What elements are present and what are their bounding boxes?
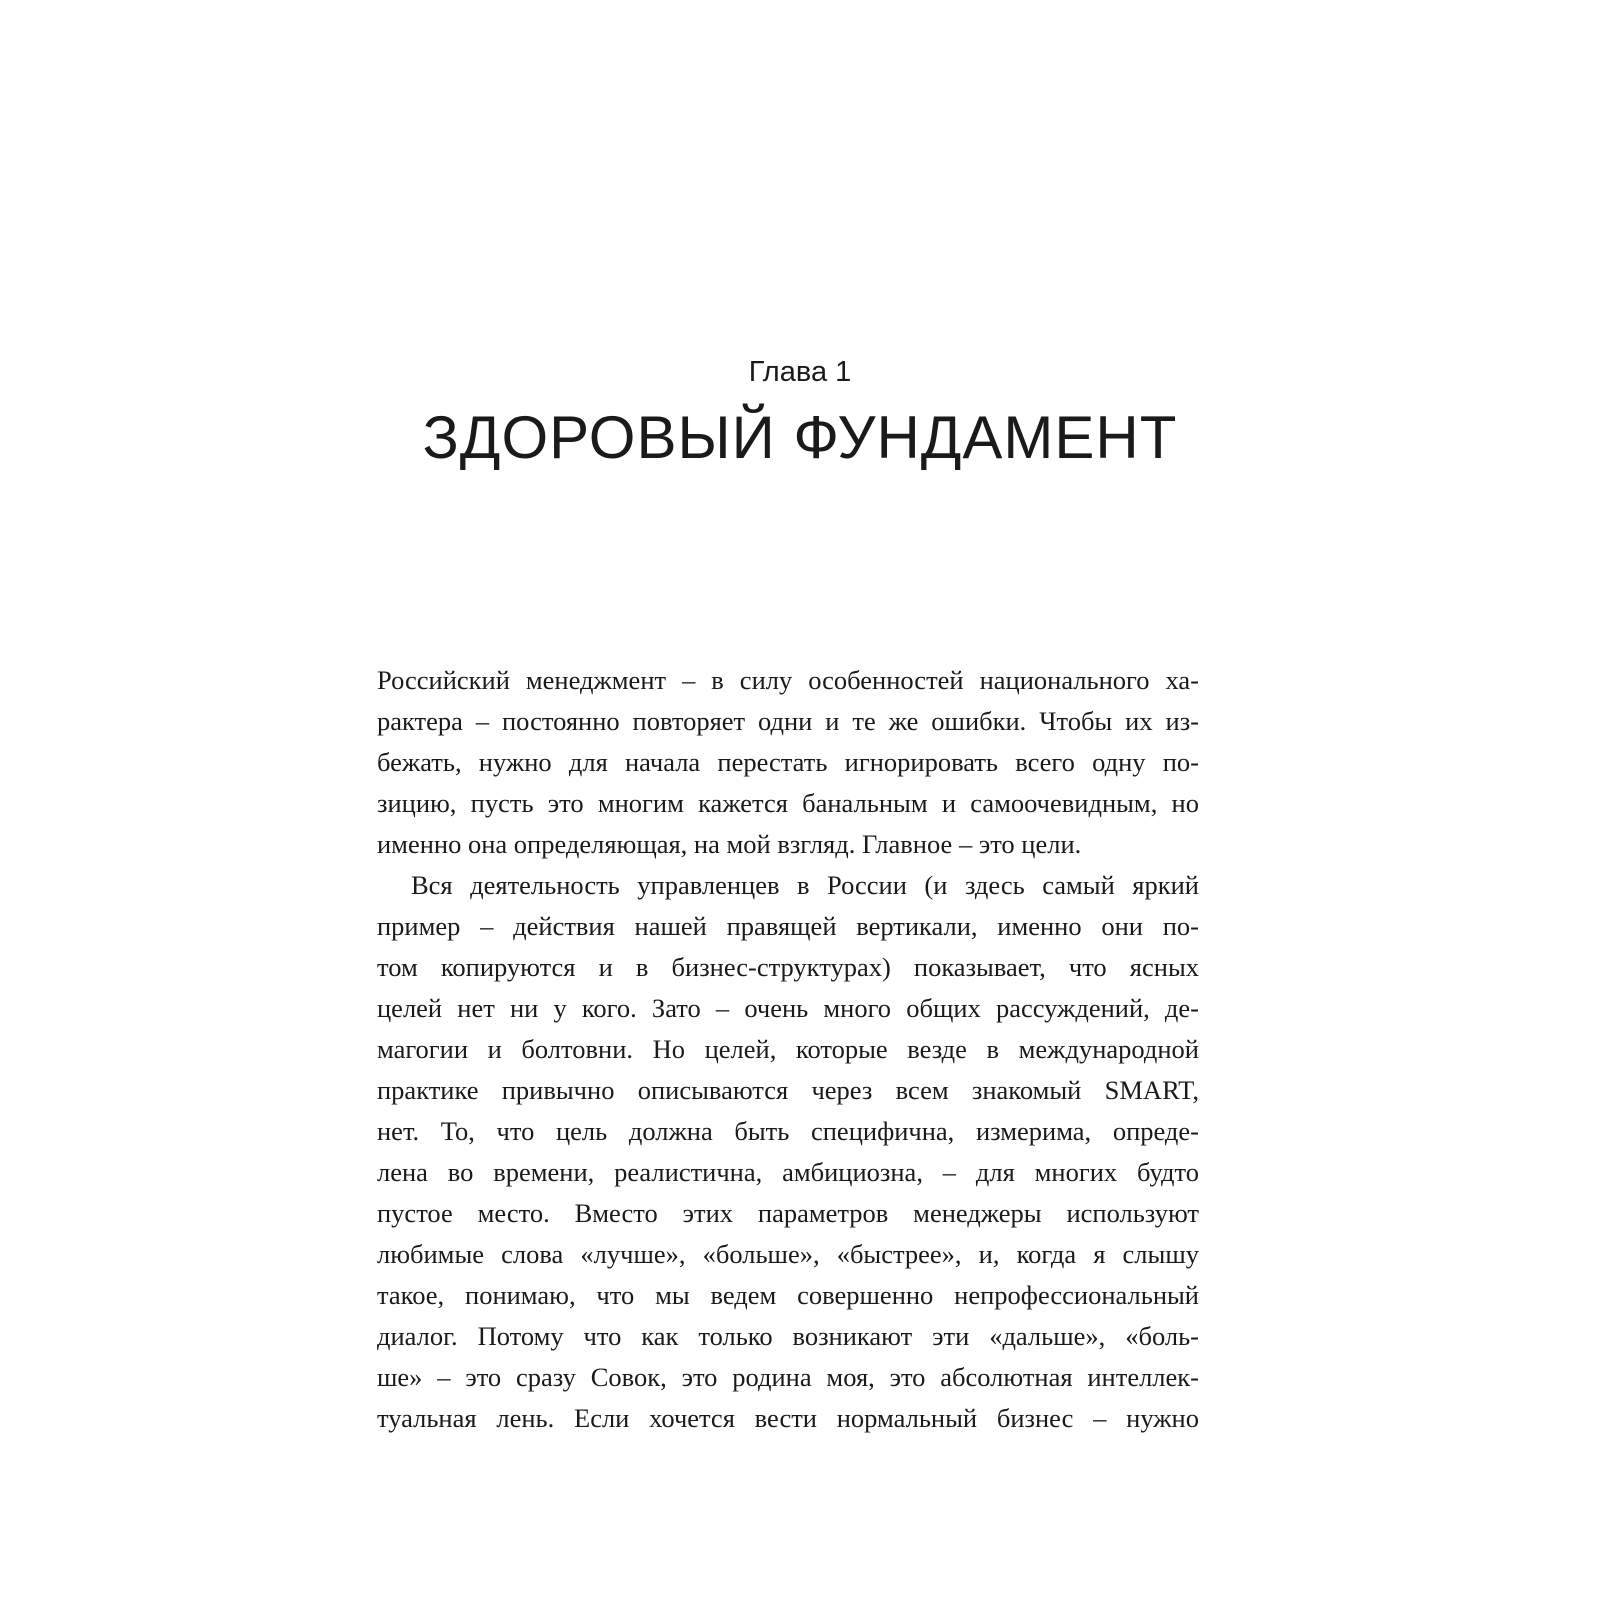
paragraph-2: [377, 865, 1199, 1439]
text-line: лена во времени, реалистична, амбициозна, – для многих будто: [377, 1157, 1199, 1187]
text-line: такое, понимаю, что мы ведем совершенно непрофессиональный: [377, 1280, 1199, 1310]
chapter-title: ЗДОРОВЫЙ ФУНДАМЕНТ: [422, 404, 1178, 471]
text-line: рактера – постоянно повторяет одни и те же ошибки. Чтобы их из-: [377, 706, 1199, 736]
text-line: именно она определяющая, на мой взгляд. Главное – это цели.: [377, 829, 1082, 859]
body-text: [377, 660, 1199, 1439]
text-line: туальная лень. Если хочется вести нормальный бизнес – нужно: [377, 1403, 1199, 1433]
paragraph-1: [377, 660, 1199, 865]
text-line: Российский менеджмент – в силу особенностей национального ха-: [377, 665, 1199, 695]
chapter-label: Глава 1: [748, 356, 852, 388]
text-line: нет. То, что цель должна быть специфична, измерима, опреде-: [377, 1116, 1199, 1146]
text-line: любимые слова «лучше», «больше», «быстрее», и, когда я слышу: [377, 1239, 1199, 1269]
text-line: пример – действия нашей правящей вертикали, именно они по-: [377, 911, 1199, 941]
text-line: целей нет ни у кого. Зато – очень много общих рассуждений, де-: [377, 993, 1199, 1023]
text-line: ше» – это сразу Совок, это родина моя, это абсолютная интеллек-: [377, 1362, 1199, 1392]
text-line: бежать, нужно для начала перестать игнорировать всего одну по-: [377, 747, 1199, 777]
text-line: диалог. Потому что как только возникают эти «дальше», «боль-: [377, 1321, 1199, 1351]
text-line: пустое место. Вместо этих параметров менеджеры используют: [377, 1198, 1199, 1228]
text-line: зицию, пусть это многим кажется банальным и самоочевидным, но: [377, 788, 1199, 818]
text-line: практике привычно описываются через всем знакомый SMART,: [377, 1075, 1199, 1105]
text-line: том копируются и в бизнес-структурах) показывает, что ясных: [377, 952, 1199, 982]
text-line: магогии и болтовни. Но целей, которые везде в международной: [377, 1034, 1199, 1064]
text-line: Вся деятельность управленцев в России (и здесь самый яркий: [411, 870, 1199, 900]
